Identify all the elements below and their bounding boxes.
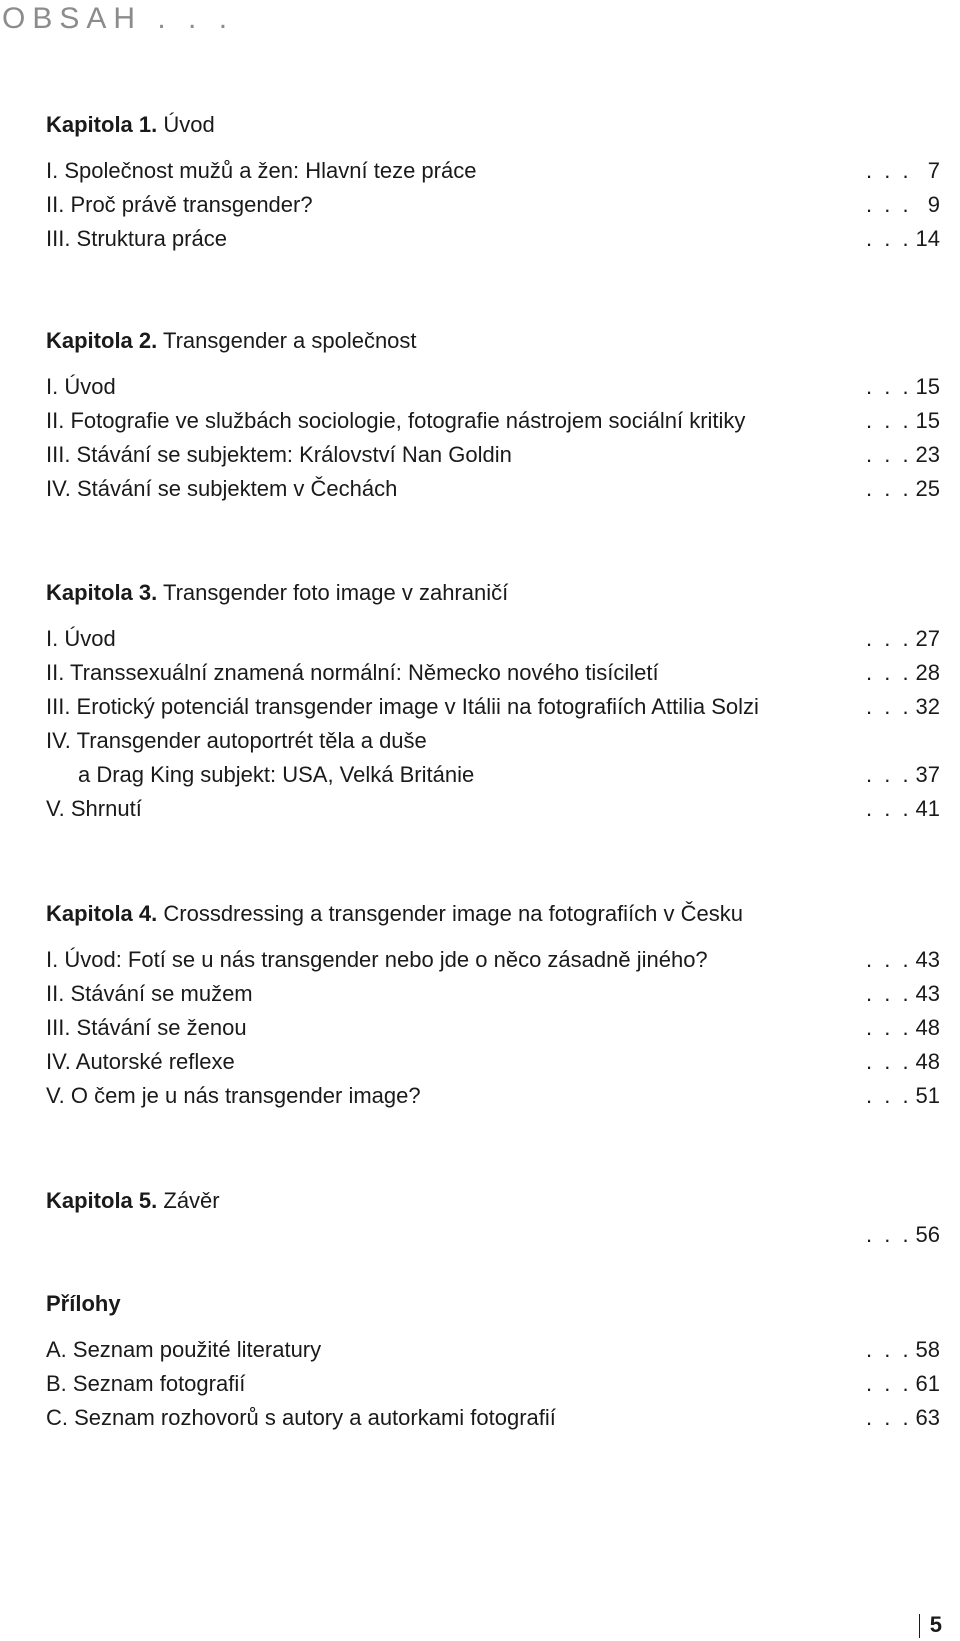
appendix-title: Přílohy [46,1291,121,1316]
toc-entry-label: II. Stávání se mužem [46,981,253,1006]
toc-entry[interactable] [46,724,940,758]
toc-page-number: 63 [915,1405,940,1430]
toc-entry[interactable] [46,188,940,222]
toc-page-number: 23 [915,442,940,467]
toc-entry-label: I. Úvod: Fotí se u nás transgender nebo jde o něco zásadně jiného? [46,947,708,972]
toc-page-number: 32 [915,694,940,719]
toc-page-number: 51 [915,1083,940,1108]
toc-entry[interactable] [46,472,940,506]
chapter-title: Transgender foto image v zahraničí [162,580,509,605]
chapter-title: Transgender a společnost [162,328,417,353]
toc-entry[interactable] [46,404,940,438]
chapter-title: Závěr [163,1188,220,1213]
toc-leader-dots: . . . [866,1049,912,1074]
toc-entry[interactable] [46,656,940,690]
page-title: OBSAH . . . [2,2,235,35]
toc-entry-label: I. Úvod [46,626,116,651]
toc-entry-label: IV. Transgender autoportrét těla a duše [46,728,427,753]
toc-leader-dots: . . . [866,476,912,501]
page-number-divider [919,1614,920,1638]
toc-leader-dots: . . . [866,1015,912,1040]
toc-page-number: 41 [915,796,940,821]
page-number-value: 5 [929,1612,942,1637]
toc-leader-dots: . . . [866,796,912,821]
toc-entry-label: III. Struktura práce [46,226,227,251]
toc-leader-dots: . . . [866,762,912,787]
toc-entry-label: II. Proč právě transgender? [46,192,313,217]
toc-page-number: 43 [915,947,940,972]
chapter-title: Úvod [163,112,215,137]
toc-entry[interactable] [46,370,940,404]
toc-entry[interactable] [46,1011,940,1045]
toc-leader-dots: . . . [866,694,912,719]
toc-page-number: 7 [927,158,940,183]
toc-leader-dots: . . . [866,442,912,467]
chapter-4-heading [46,897,743,931]
toc-leader-dots: . . . [866,947,912,972]
toc-entry[interactable] [46,1367,940,1401]
chapter-prefix: Kapitola 5. [46,1188,158,1213]
chapter-title: Crossdressing a transgender image na fotografiích v Česku [163,901,744,926]
toc-leader-dots: . . . [866,374,912,399]
toc-page-number: 48 [915,1049,940,1074]
toc-entry[interactable] [46,222,940,256]
toc-entry-label: I. Úvod [46,374,116,399]
toc-entry[interactable] [46,1045,940,1079]
toc-entry-label: V. O čem je u nás transgender image? [46,1083,421,1108]
toc-page-number: 28 [915,660,940,685]
toc-entry[interactable] [46,792,940,826]
page-number [919,1610,942,1640]
chapter-prefix: Kapitola 2. [46,328,158,353]
toc-page-number: 56 [915,1222,940,1247]
toc-entry[interactable] [46,690,940,724]
toc-entry[interactable] [46,154,940,188]
toc-leader-dots: . . . [866,660,912,685]
chapter-1-heading [46,108,215,142]
toc-page-number: 37 [915,762,940,787]
toc-page-number: 61 [915,1371,940,1396]
toc-entry-label: IV. Autorské reflexe [46,1049,235,1074]
toc-page-number: 43 [915,981,940,1006]
chapter-3-heading [46,576,508,610]
toc-leader-dots: . . . [866,408,912,433]
toc-entry[interactable] [46,977,940,1011]
toc-page-number: 48 [915,1015,940,1040]
toc-page-number: 14 [915,226,940,251]
toc-leader-dots: . . . [866,981,912,1006]
chapter-2-heading [46,324,417,358]
toc-entry-label: I. Společnost mužů a žen: Hlavní teze práce [46,158,477,183]
toc-entry-label: III. Stávání se ženou [46,1015,247,1040]
toc-page-number: 15 [915,408,940,433]
toc-entry-label: II. Fotografie ve službách sociologie, fotografie nástrojem sociální kritiky [46,408,746,433]
toc-page-number: 9 [927,192,940,217]
toc-entry-label: B. Seznam fotografií [46,1371,246,1396]
toc-leader-dots: . . . [866,192,912,217]
chapter-prefix: Kapitola 4. [46,901,158,926]
toc-entry-label: III. Stávání se subjektem: Království Nan Goldin [46,442,512,467]
toc-page-number: 15 [915,374,940,399]
toc-entry-label: IV. Stávání se subjektem v Čechách [46,476,398,501]
toc-leader-dots: . . . [866,158,912,183]
toc-entry-label: C. Seznam rozhovorů s autory a autorkami fotografií [46,1405,556,1430]
chapter-prefix: Kapitola 3. [46,580,158,605]
toc-entry[interactable] [46,1079,940,1113]
toc-entry-label: III. Erotický potenciál transgender image v Itálii na fotografiích Attilia Solzi [46,694,759,719]
toc-entry[interactable] [46,1218,940,1252]
toc-entry[interactable] [46,943,940,977]
toc-page-number: 25 [915,476,940,501]
chapter-5-heading [46,1184,220,1218]
toc-entry-label: V. Shrnutí [46,796,142,821]
toc-leader-dots: . . . [866,1371,912,1396]
toc-entry-label: a Drag King subjekt: USA, Velká Británie [78,762,475,787]
toc-entry[interactable] [46,622,940,656]
toc-entry[interactable] [46,438,940,472]
toc-page-number: 58 [915,1337,940,1362]
appendix-heading [46,1287,121,1321]
toc-entry[interactable] [46,1401,940,1435]
toc-entry-continuation[interactable] [78,758,940,792]
toc-leader-dots: . . . [866,1405,912,1430]
toc-entry-label: A. Seznam použité literatury [46,1337,322,1362]
toc-entry-label: II. Transsexuální znamená normální: Německo nového tisíciletí [46,660,659,685]
toc-page-number: 27 [915,626,940,651]
toc-leader-dots: . . . [866,226,912,251]
toc-leader-dots: . . . [866,1337,912,1362]
toc-leader-dots: . . . [866,1222,912,1247]
toc-leader-dots: . . . [866,626,912,651]
toc-leader-dots: . . . [866,1083,912,1108]
chapter-prefix: Kapitola 1. [46,112,158,137]
toc-entry[interactable] [46,1333,940,1367]
